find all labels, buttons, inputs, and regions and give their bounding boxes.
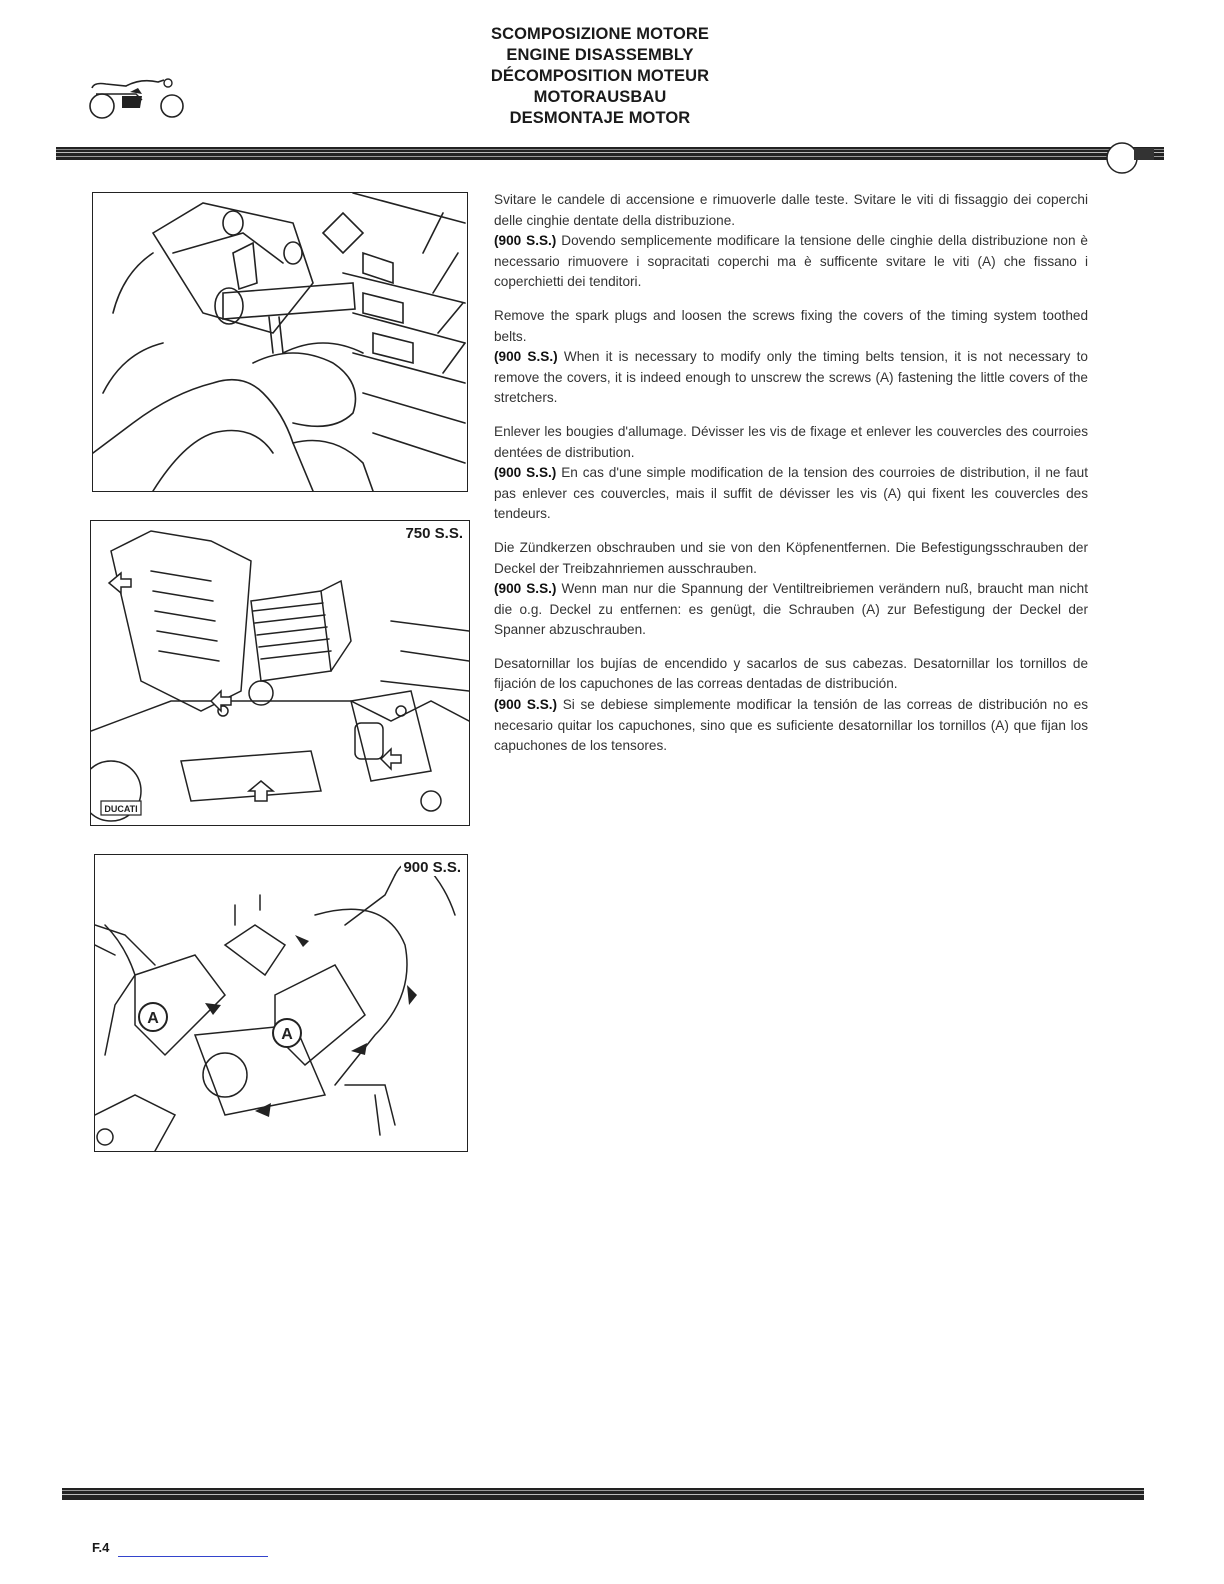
paragraph-en <box>494 306 1088 409</box>
paragraph-fr <box>494 422 1088 525</box>
instruction-text <box>494 190 1088 770</box>
header-rule <box>56 147 1164 160</box>
model-tag: (900 S.S.) <box>494 465 557 481</box>
paragraph-it <box>494 190 1088 293</box>
title-it: SCOMPOSIZIONE MOTORE <box>490 25 710 43</box>
paragraph-intro: Die Zündkerzen obschrauben und sie von den Köpfenentfernen. Die Befestigungsschrauben der Deckel der Treibzahnriemen ausschrauben. <box>494 539 1088 576</box>
model-tag: (900 S.S.) <box>494 349 558 365</box>
model-tag: (900 S.S.) <box>494 697 558 713</box>
paragraph-intro: Remove the spark plugs and loosen the screws fixing the covers of the timing system toothed belts. <box>494 307 1088 344</box>
paragraph-intro: Enlever les bougies d'allumage. Dévisser les vis de fixage et enlever les couvercles des courroies dentées de distribution. <box>494 423 1088 460</box>
model-tag: (900 S.S.) <box>494 581 557 597</box>
callout-a-left: A <box>147 1010 159 1027</box>
rule-ornament-icon <box>1098 140 1156 176</box>
title-en: ENGINE DISASSEMBLY <box>506 46 694 64</box>
callout-a-right: A <box>281 1026 293 1043</box>
title-fr: DÉCOMPOSITION MOTEUR <box>490 67 710 85</box>
paragraph-de <box>494 538 1088 641</box>
figure-label-750ss: 750 S.S. <box>405 525 463 542</box>
title-de: MOTORAUSBAU <box>533 88 667 106</box>
figure-label-900ss: 900 S.S. <box>403 859 461 876</box>
paragraph-note: En cas d'une simple modification de la tension des courroies de distribution, il ne faut pas enlever ces couvercles, mais il suffit de dévisser les vis (A) qui fixent les couvercles des tendeurs. <box>494 465 1089 522</box>
engine-750ss-illustration <box>90 520 470 826</box>
paragraph-note: Dovendo semplicemente modificare la tensione delle cinghie della distribuzione non è necessario rimuovere i sopracitati coperchi ma è sufficente svitare le viti (A) che fissano i coperchietti dei tenditori. <box>494 233 1088 290</box>
title-es: DESMONTAJE MOTOR <box>509 109 691 127</box>
page-link-underline <box>118 1556 268 1557</box>
svg-text:DUCATI: DUCATI <box>104 804 138 814</box>
motorcycle-engine-icon <box>86 74 186 122</box>
paragraph-intro: Desatornillar los bujías de encendido y sacarlos de sus cabezas. Desatornillar los tornillos de fijación de los capuchones de las correas dentadas de distribución. <box>494 655 1088 692</box>
paragraph-intro: Svitare le candele di accensione e rimuoverle dalle teste. Svitare le viti di fissaggio dei coperchi delle cinghie dentate della distribuzione. <box>494 192 1088 228</box>
spark-plug-removal-illustration <box>92 192 468 492</box>
page-title-block <box>440 24 760 129</box>
paragraph-es <box>494 654 1088 757</box>
paragraph-note: When it is necessary to modify only the timing belts tension, it is not necessary to remove the covers, it is indeed enough to unscrew the screws (A) fastening the little covers of the stretchers. <box>494 349 1088 406</box>
model-tag: (900 S.S.) <box>494 233 557 249</box>
paragraph-note: Wenn man nur die Spannung der Ventiltreibriemen verändern nuß, braucht man nicht die o.g. Deckel zu entfernen: es genügt, die Schrauben (A) zur Befestigung der Deckel der Spanner abzuschrauben. <box>494 581 1089 638</box>
footer-rule <box>62 1488 1144 1500</box>
page-number: F.4 <box>92 1540 110 1555</box>
engine-900ss-illustration <box>94 854 468 1152</box>
paragraph-note: Si se debiese simplemente modificar la tensión de las correas de distribución no es necesario quitar los capuchones, sino que es suficiente desatornillar los tornillos (A) que fijan los capuchones de los tensores. <box>494 697 1089 754</box>
